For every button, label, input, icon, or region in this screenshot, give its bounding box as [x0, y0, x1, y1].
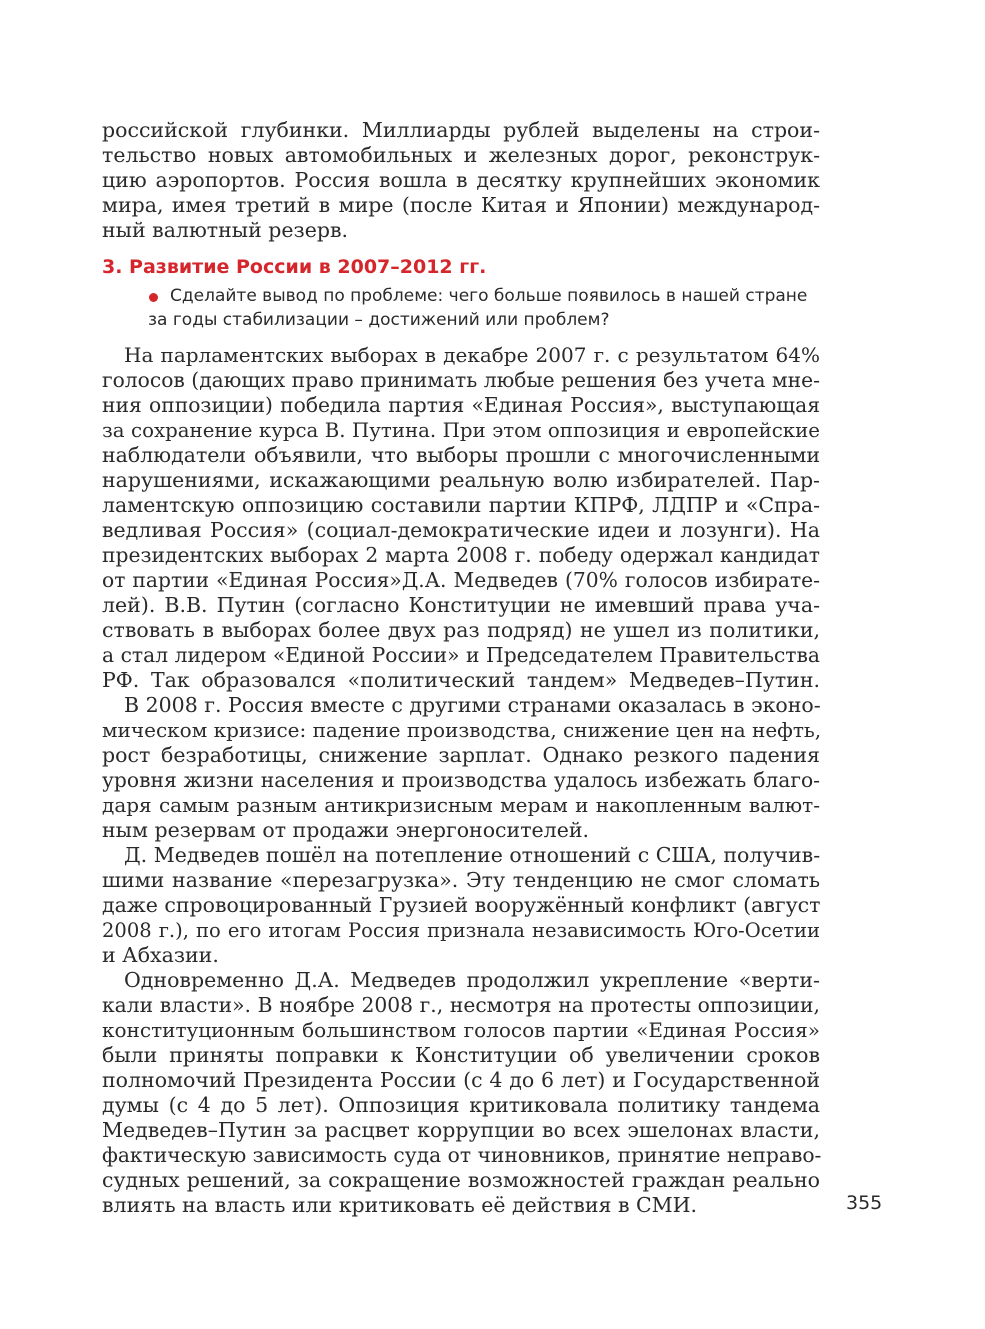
body-line: Медведев–Путин за расцвет коррупции во всех эшелонах власти,: [102, 1118, 820, 1142]
body-line: Д. Медведев пошёл на потепление отношений с США, получив-: [124, 843, 821, 867]
page-number: 355: [846, 1192, 883, 1214]
intro-line: тельство новых автомобильных и железных дорог, реконструк-: [102, 143, 820, 167]
body-line: полномочий Президента России (с 4 до 6 лет) и Государственной: [102, 1068, 820, 1092]
body-line: ведливая Россия» (социал-демократические идеи и лозунги). На: [102, 518, 820, 542]
body-line: голосов (дающих право принимать любые решения без учета мне-: [102, 368, 820, 392]
body-line: были приняты поправки к Конституции об увеличении сроков: [102, 1043, 820, 1067]
body-line: от партии «Единая Россия»Д.А. Медведев (70% голосов избирате-: [102, 568, 820, 592]
body-line: даря самым разным антикризисным мерам и накопленным валют-: [102, 793, 820, 817]
body-line: РФ. Так образовался «политический тандем» Медведев–Путин.: [102, 668, 820, 692]
body-line: фактическую зависимость суда от чиновников, принятие неправо-: [102, 1143, 822, 1167]
body-line: ствовать в выборах более двух раз подряд) не ушел из политики,: [102, 618, 820, 642]
intro-line: ный валютный резерв.: [102, 218, 349, 242]
body-line: шими название «перезагрузка». Эту тенденцию не смог сломать: [102, 868, 820, 892]
body-line: конституционным большинством голосов партии «Единая Россия»: [102, 1018, 820, 1042]
body-line: ламентскую оппозицию составили партии КПРФ, ЛДПР и «Спра-: [102, 493, 820, 517]
body-line: влиять на власть или критиковать её действия в СМИ.: [102, 1193, 698, 1217]
task-line: за годы стабилизации – достижений или проблем?: [148, 310, 610, 330]
body-line: В 2008 г. Россия вместе с другими странами оказалась в эконо-: [124, 693, 821, 717]
intro-line: российской глубинки. Миллиарды рублей выделены на строи-: [102, 118, 820, 142]
body-line: ным резервам от продажи энергоносителей.: [102, 818, 590, 842]
intro-line: цию аэропортов. Россия вошла в десятку крупнейших экономик: [102, 168, 820, 192]
body-line: уровня жизни населения и производства удалось избежать благо-: [102, 768, 820, 792]
body-line: наблюдатели объявили, что выборы прошли с многочисленными: [102, 443, 820, 467]
body-line: рост безработицы, снижение зарплат. Однако резкого падения: [102, 743, 820, 767]
section-title: 3. Развитие России в 2007–2012 гг.: [102, 256, 487, 278]
body-line: На парламентских выборах в декабре 2007 г. с результатом 64%: [124, 343, 820, 367]
body-line: думы (с 4 до 5 лет). Оппозиция критиковала политику тандема: [102, 1093, 820, 1117]
body-line: и Абхазии.: [102, 943, 219, 967]
body-line: президентских выборах 2 марта 2008 г. победу одержал кандидат: [102, 543, 820, 567]
body-line: мическом кризисе: падение производства, снижение цен на нефть,: [102, 718, 822, 742]
bullet-icon: [149, 293, 158, 302]
body-line: а стал лидером «Единой России» и Председателем Правительства: [102, 643, 820, 667]
task-line: Сделайте вывод по проблеме: чего больше появилось в нашей стране: [170, 286, 808, 306]
body-line: Одновременно Д.А. Медведев продолжил укрепление «верти-: [124, 968, 820, 992]
body-line: судных решений, за сокращение возможностей граждан реально: [102, 1168, 820, 1192]
body-line: 2008 г.), по его итогам Россия признала независимость Юго-Осетии: [102, 919, 820, 942]
body-line: лей). В.В. Путин (согласно Конституции не имевший права уча-: [102, 593, 820, 617]
body-line: ния оппозиции) победила партия «Единая Россия», выступающая: [102, 393, 820, 417]
intro-line: мира, имея третий в мире (после Китая и Японии) международ-: [102, 193, 820, 217]
body-line: даже спровоцированный Грузией вооружённый конфликт (август: [102, 893, 821, 917]
body-line: кали власти». В ноябре 2008 г., несмотря на протесты оппозиции,: [102, 993, 820, 1017]
body-line: за сохранение курса В. Путина. При этом оппозиция и европейские: [102, 419, 820, 442]
body-line: нарушениями, искажающими реальную волю избирателей. Пар-: [102, 468, 820, 492]
